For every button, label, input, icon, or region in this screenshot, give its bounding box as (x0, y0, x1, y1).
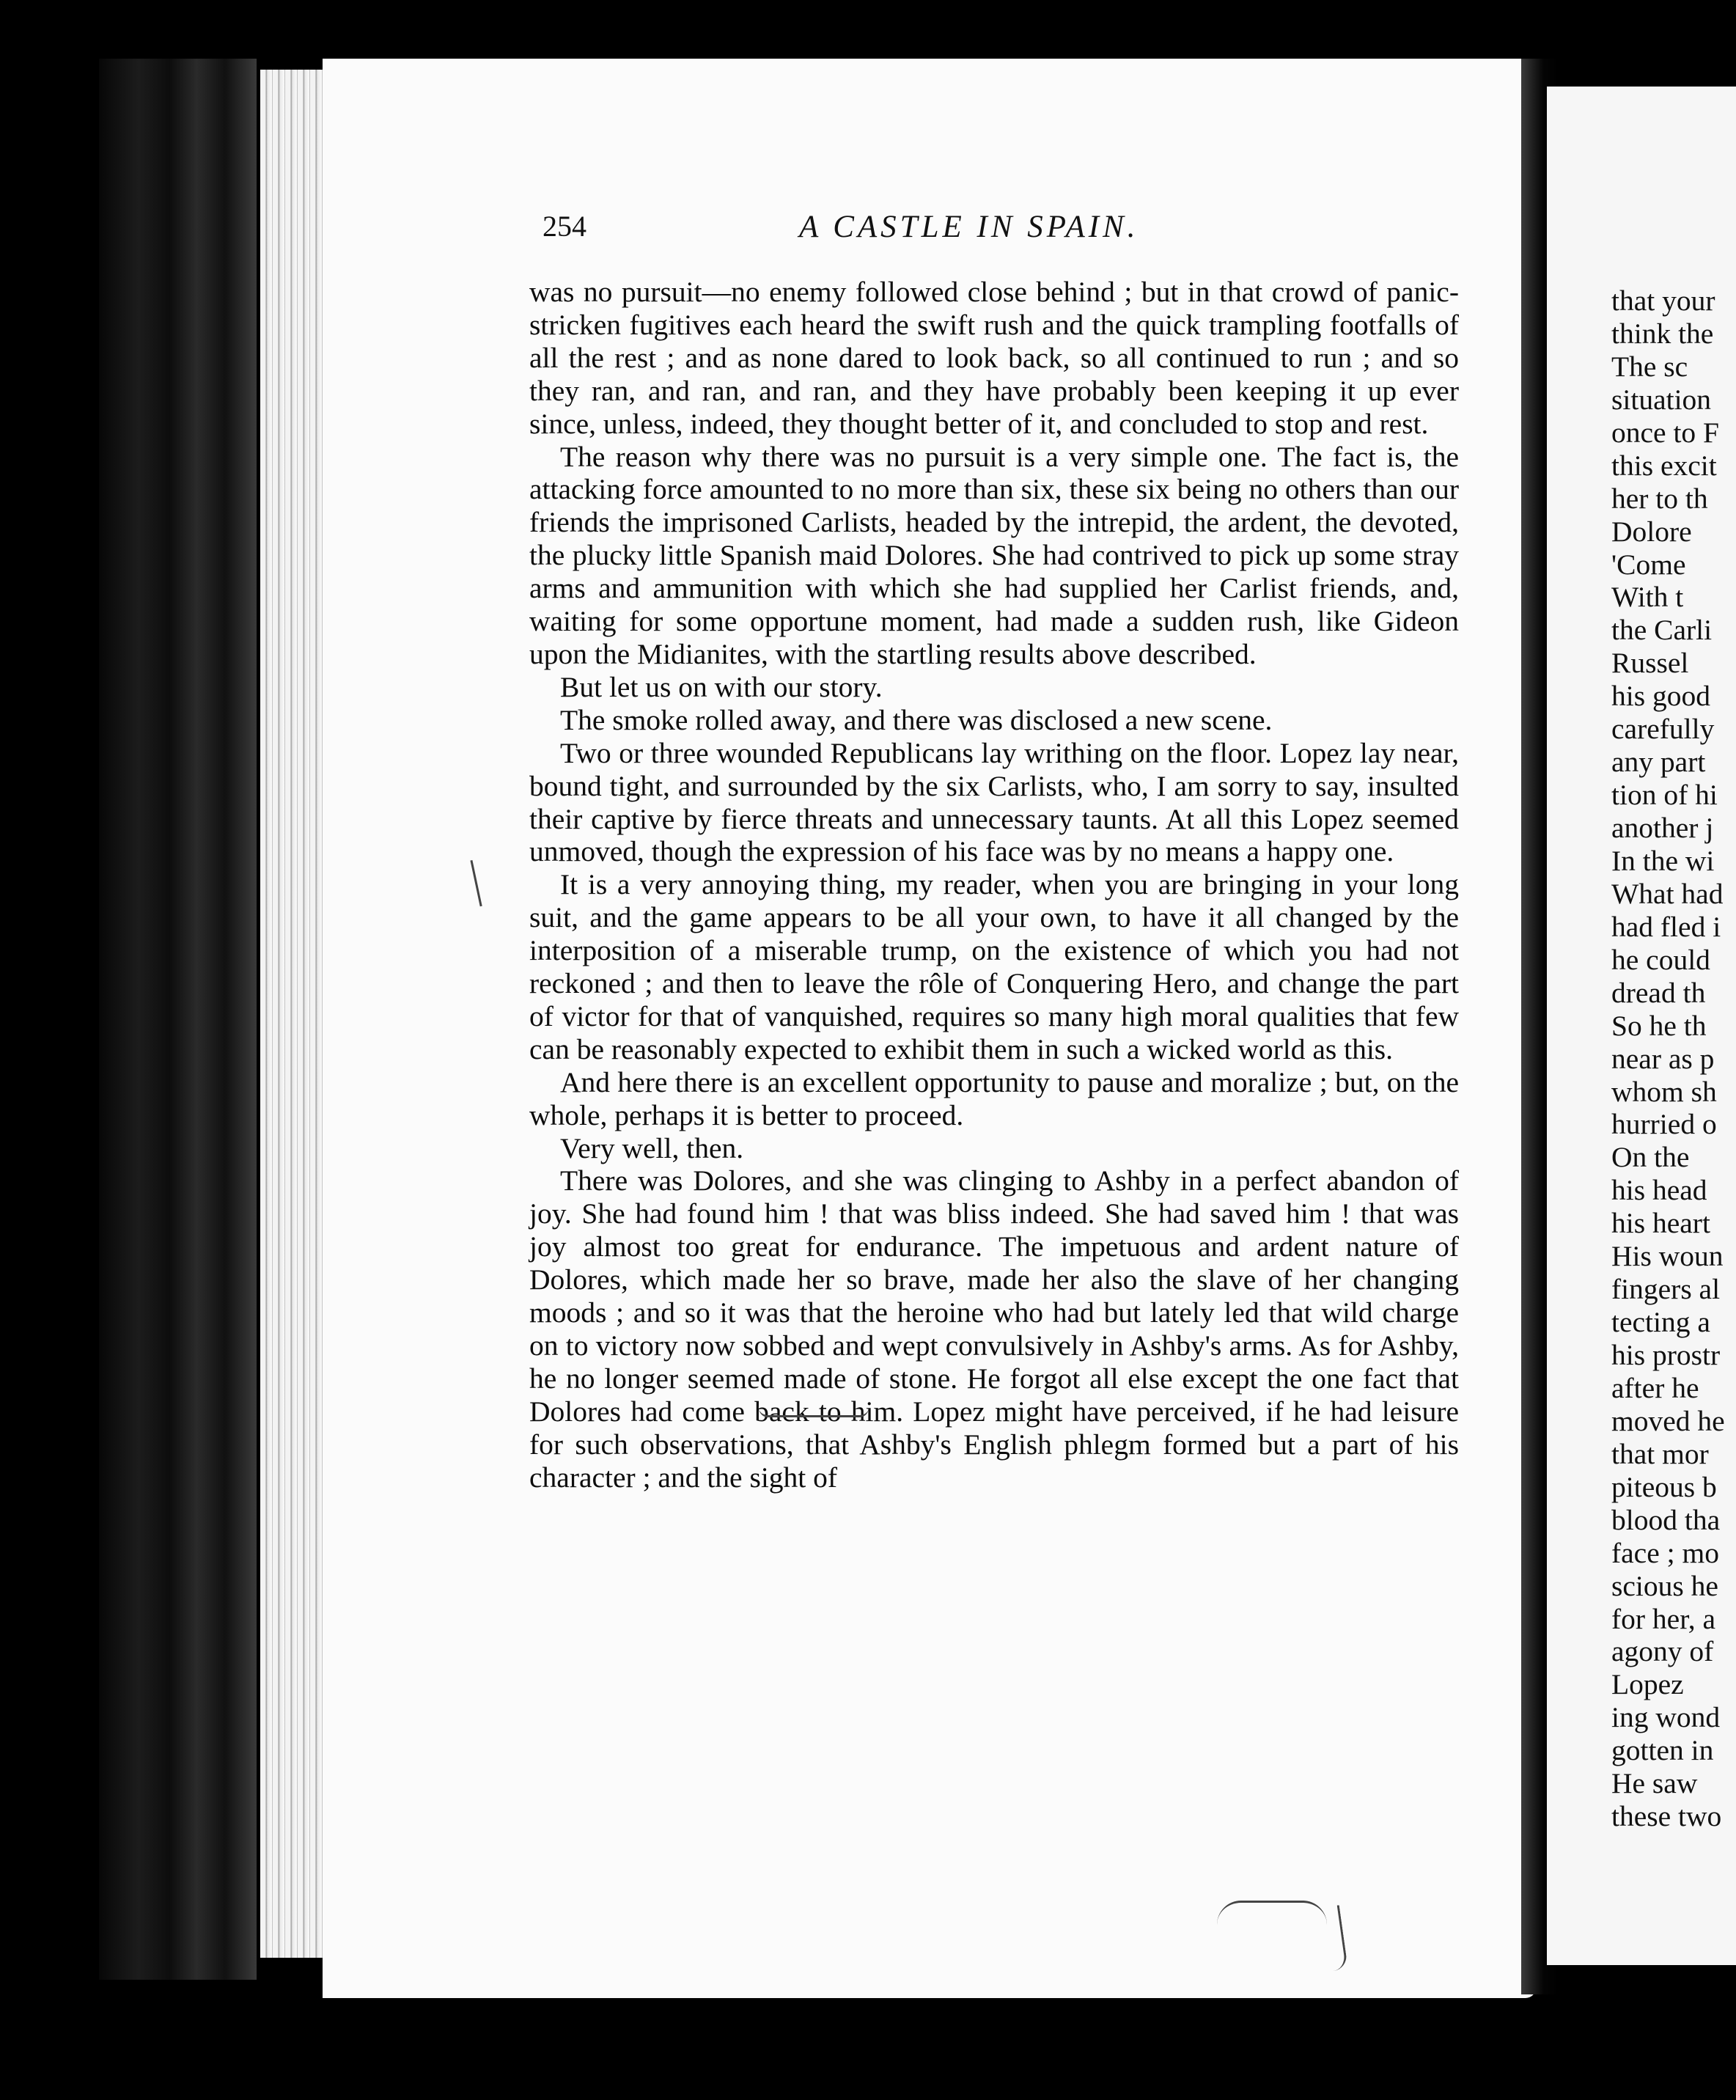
facing-page-line: ing wond (1611, 1701, 1721, 1734)
facing-page-line: these two (1611, 1800, 1722, 1833)
facing-page (1547, 87, 1736, 1965)
facing-page-line: Russel (1611, 647, 1689, 680)
facing-page-text (1611, 284, 1736, 1833)
book-title: A CASTLE IN SPAIN. (799, 210, 1139, 244)
facing-page-line: hurried o (1611, 1108, 1717, 1141)
facing-page-line: this excit (1611, 449, 1717, 482)
facing-page-line: her to th (1611, 482, 1708, 515)
book-spine (99, 59, 257, 1980)
facing-page-line: after he (1611, 1371, 1699, 1404)
facing-page-line: Lopez (1611, 1668, 1684, 1701)
facing-page-line: scious he (1611, 1569, 1718, 1602)
paragraph: There was Dolores, and she was clinging to Ashby in a perfect abandon of joy. She had found him ! that was bliss indeed. She had saved him ! that was joy almost too great for endurance. The impetuous and ardent nature of Dolores, which made her so brave, made her also the slave of her changing moods ; and so it was that the heroine who had but lately led that wild charge on to victory now sobbed and wept convulsively in Ashby's arms. As for Ashby, he no longer seemed made of stone. He forgot all else except the one fact that Dolores had come back to him. Lopez might have perceived, if he had leisure for such observations, that Ashby's English phlegm formed but a part of his character ; and the sight of (529, 1164, 1459, 1494)
facing-page-line: the Carli (1611, 614, 1713, 647)
facing-page-line: On the (1611, 1141, 1690, 1174)
paragraph: It is a very annoying thing, my reader, when you are bringing in your long suit, and the game appears to be all your own, to have it all changed by the interposition of a miserable trump, on the existence of which you had not reckoned ; and then to leave the rôle of Conquering Hero, and change the part of victor for that of vanquished, requires so many high moral qualities that few can be reasonably expected to exhibit them in such a wicked world as this. (529, 868, 1459, 1065)
paragraph: But let us on with our story. (560, 670, 883, 703)
facing-page-line: for her, a (1611, 1602, 1716, 1635)
running-head (542, 209, 1496, 253)
facing-page-line: fingers al (1611, 1273, 1721, 1306)
facing-page-line: carefully (1611, 713, 1715, 746)
facing-page-line: With t (1611, 581, 1684, 614)
paragraph: The reason why there was no pursuit is a very simple one. The fact is, the attacking force amounted to no more than six, these six being no others than our friends the imprisoned Carlists, headed by the intrepid, the ardent, the devoted, the plucky little Spanish maid Dolores. She had contrived to pick up some stray arms and ammunition with which she had supplied her Carlist friends, and, waiting for some opportune moment, had made a sudden rush, like Gideon upon the Midianites, with the startling results above described. (529, 440, 1459, 670)
facing-page-line: had fled i (1611, 910, 1721, 943)
facing-page-line: that your (1611, 284, 1715, 317)
facing-page-line: The sc (1611, 350, 1688, 383)
facing-page-line: He saw (1611, 1767, 1698, 1800)
facing-page-line: moved he (1611, 1404, 1725, 1437)
facing-page-line: his prostr (1611, 1339, 1721, 1371)
facing-page-line: gotten in (1611, 1734, 1714, 1767)
facing-page-line: near as p (1611, 1042, 1715, 1075)
facing-page-line: dread th (1611, 976, 1706, 1009)
facing-page-line: blood tha (1611, 1503, 1721, 1536)
facing-page-line: piteous b (1611, 1470, 1717, 1503)
facing-page-line: his heart (1611, 1207, 1710, 1240)
paragraph: Two or three wounded Republicans lay writhing on the floor. Lopez lay near, bound tight, and surrounded by the six Carlists, who, I am sorry to say, insulted their captive by fierce threats and unnecessary taunts. At all this Lopez seemed unmoved, though the expression of his face was by no means a happy one. (529, 736, 1459, 868)
facing-page-line: His woun (1611, 1240, 1724, 1273)
facing-page-line: think the (1611, 317, 1714, 350)
facing-page-line: his good (1611, 680, 1710, 713)
bottom-pencil-mark (1217, 1901, 1327, 1925)
facing-page-line: that mor (1611, 1437, 1709, 1470)
facing-page-line: So he th (1611, 1009, 1707, 1042)
facing-page-line: whom sh (1611, 1075, 1717, 1108)
facing-page-line: any part (1611, 746, 1706, 779)
facing-page-line: another j (1611, 812, 1714, 844)
facing-page-line: In the wi (1611, 844, 1715, 877)
page-number: 254 (542, 210, 586, 243)
paragraph: was no pursuit—no enemy followed close behind ; but in that crowd of panic-stricken fugitives each heard the swift rush and the quick trampling footfalls of all the rest ; and as none dared to look back, so all continued to run ; and so they ran, and ran, and ran, and they have probably been keeping it up ever since, unless, indeed, they thought better of it, and concluded to stop and rest. (529, 276, 1459, 440)
facing-page-line: 'Come (1611, 548, 1686, 581)
facing-page-line: situation (1611, 383, 1712, 416)
facing-page-line: What had (1611, 877, 1724, 910)
body-text (529, 276, 1459, 1494)
facing-page-line: he could (1611, 943, 1710, 976)
facing-page-line: his head (1611, 1174, 1707, 1207)
facing-page-line: once to F (1611, 416, 1720, 449)
paragraph: Very well, then. (560, 1131, 744, 1164)
paragraph: And here there is an excellent opportunity to pause and moralize ; but, on the whole, perhaps it is better to proceed. (529, 1065, 1459, 1131)
facing-page-line: Dolore (1611, 515, 1692, 548)
underline-pencil-mark (759, 1408, 869, 1417)
facing-page-line: tecting a (1611, 1306, 1710, 1339)
facing-page-line: agony of (1611, 1635, 1714, 1668)
facing-page-line: face ; mo (1611, 1536, 1719, 1569)
facing-page-line: tion of hi (1611, 779, 1718, 812)
paragraph: The smoke rolled away, and there was disclosed a new scene. (560, 703, 1273, 736)
